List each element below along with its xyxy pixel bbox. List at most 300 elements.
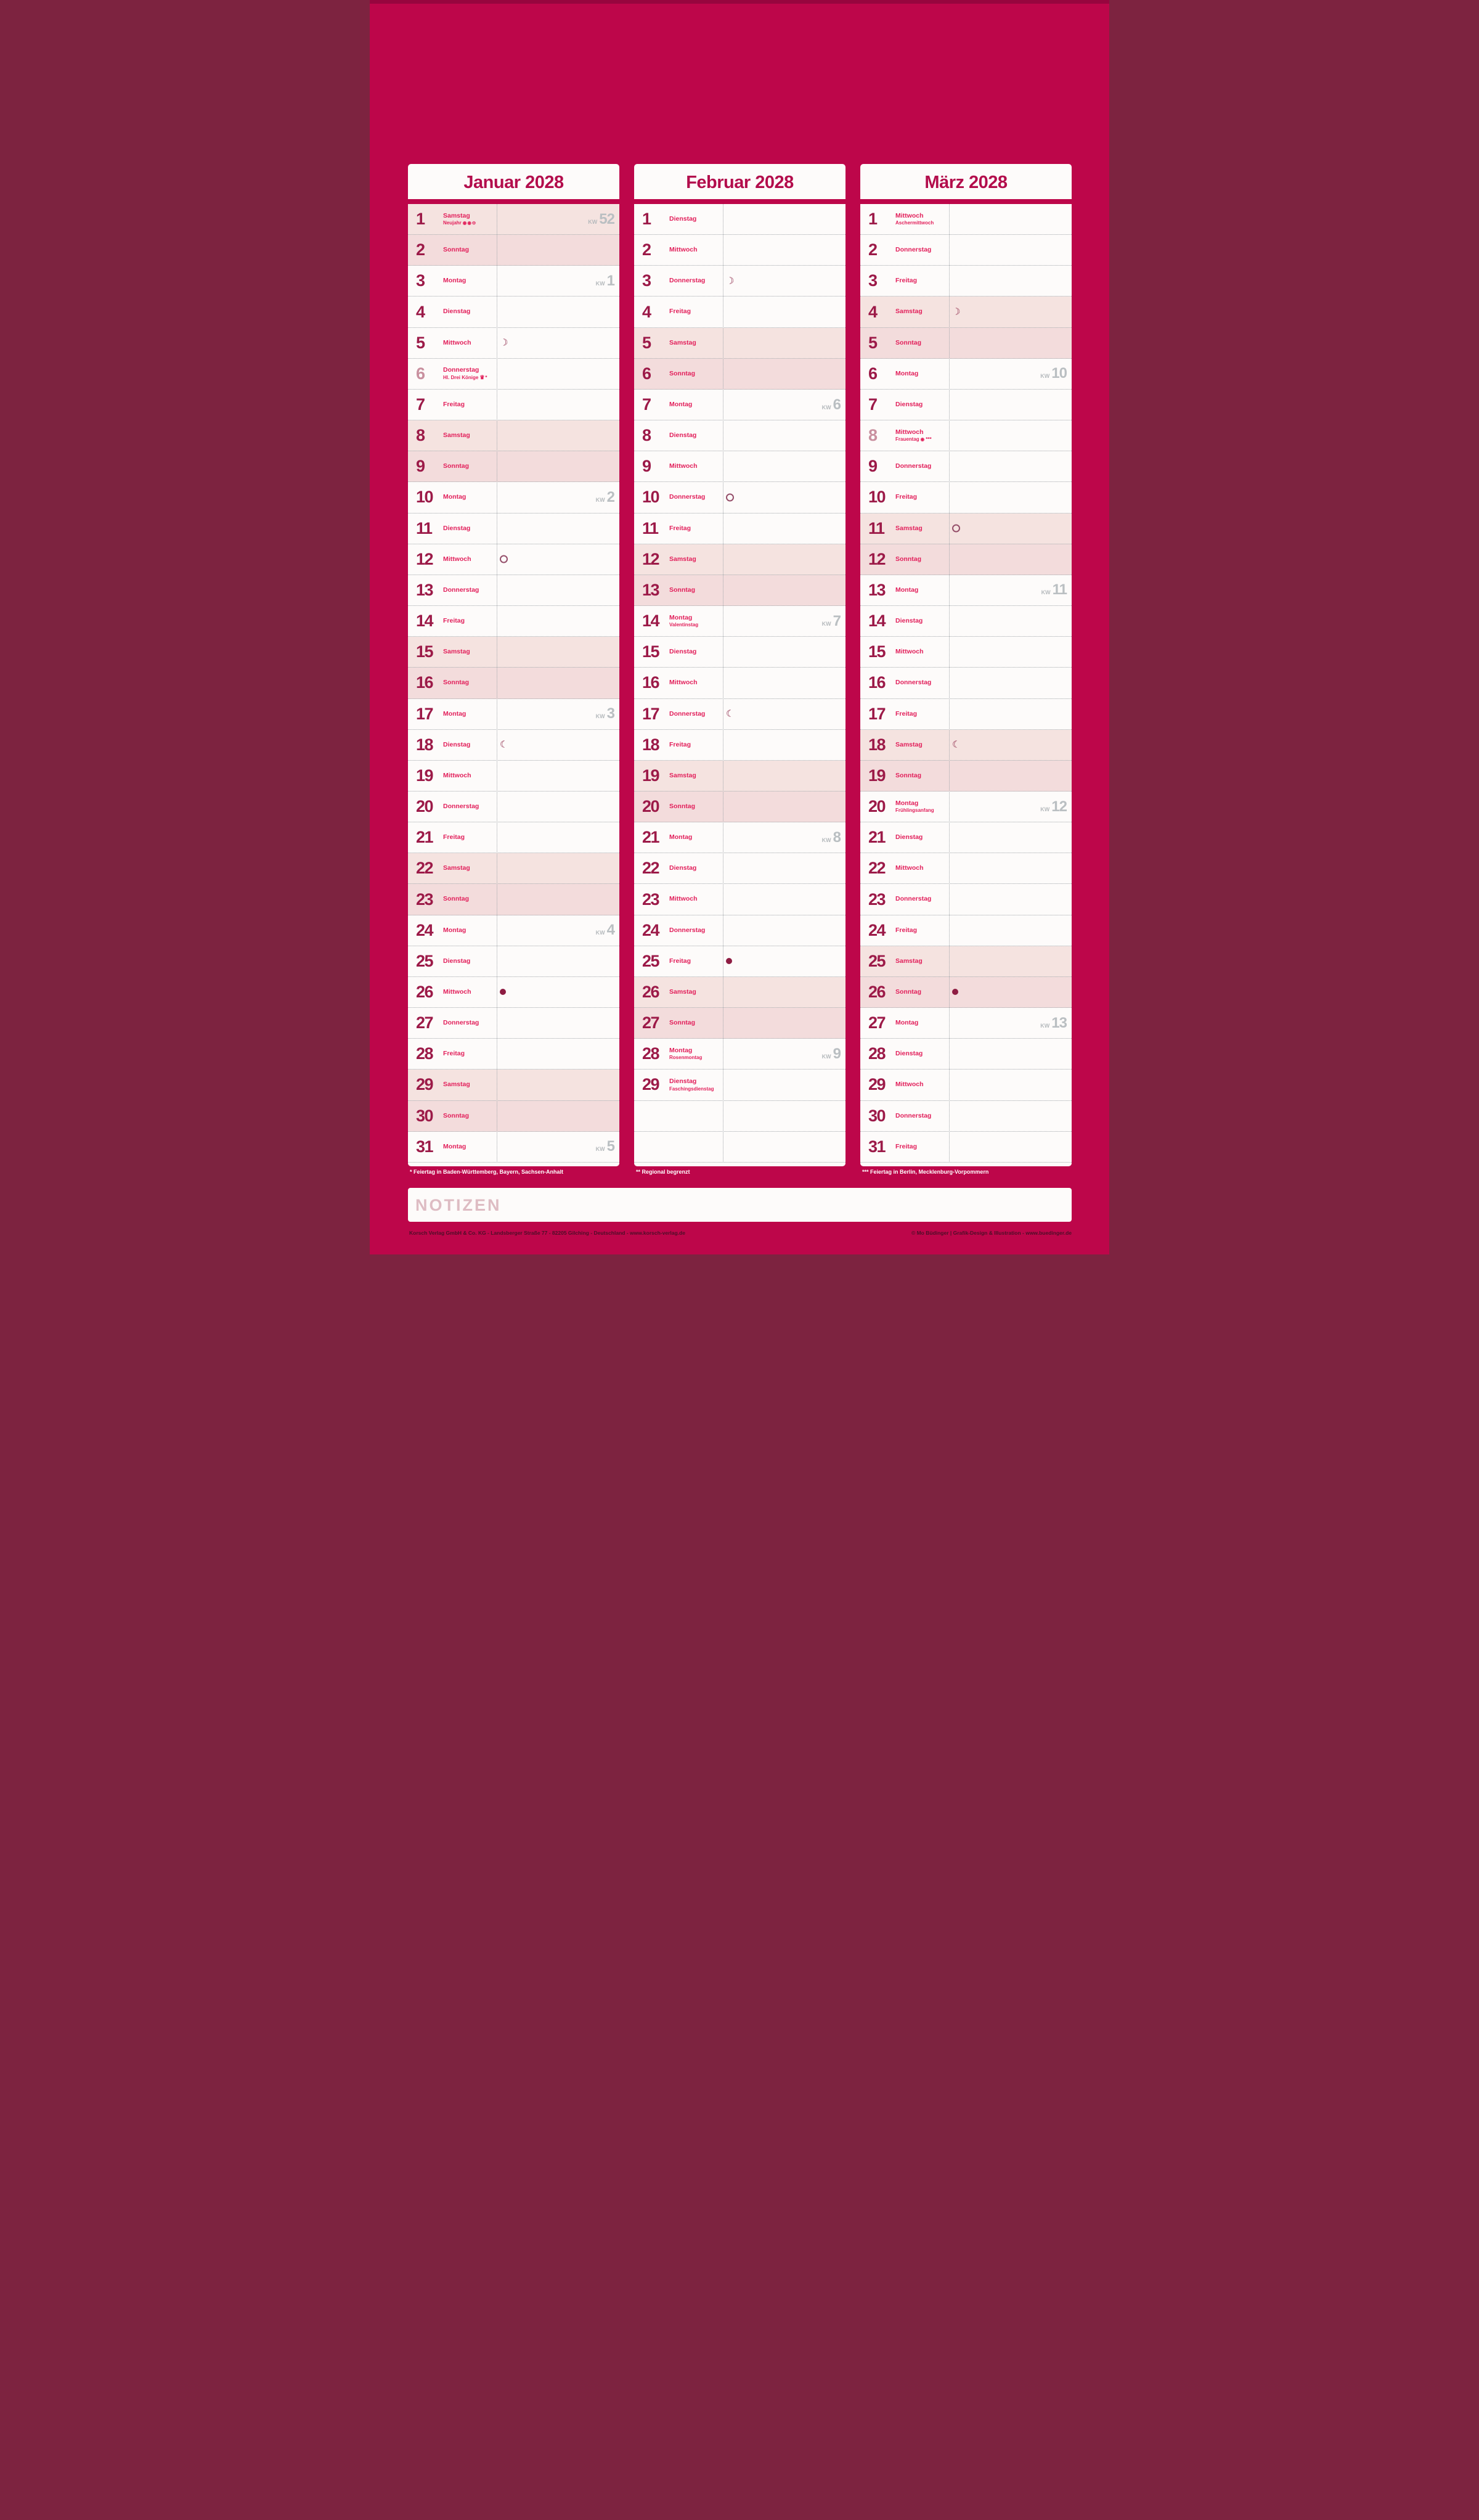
- day-row: [860, 328, 1072, 359]
- kw-label: KW: [821, 1053, 831, 1060]
- weekday-label: Sonntag: [895, 771, 921, 779]
- day-number: 31: [868, 1137, 886, 1156]
- day-number: 21: [642, 828, 659, 847]
- day-row: [860, 1132, 1072, 1163]
- day-number: 27: [416, 1013, 433, 1033]
- day-labels: [443, 493, 466, 501]
- weekday-label: Montag: [443, 926, 467, 934]
- footnote: * Feiertag in Baden-Württemberg, Bayern, Sachsen-Anhalt: [410, 1169, 564, 1175]
- day-labels: [443, 462, 469, 470]
- day-labels: [669, 1078, 714, 1092]
- calendar-week-badge: [596, 1138, 614, 1155]
- calendar-week-badge: [1040, 365, 1067, 382]
- weekday-label: Dienstag: [443, 524, 471, 532]
- day-row: [860, 390, 1072, 420]
- weekday-label: Montag: [443, 1142, 467, 1150]
- kw-label: KW: [595, 496, 605, 503]
- day-labels: [669, 864, 696, 872]
- day-row: [634, 482, 845, 513]
- weekday-label: Dienstag: [443, 740, 471, 748]
- weekday-label: Freitag: [895, 277, 918, 285]
- weekday-label: Donnerstag: [669, 493, 706, 501]
- weekday-label: Samstag: [443, 648, 470, 656]
- kw-label: KW: [595, 280, 605, 287]
- kw-number: 52: [599, 210, 614, 227]
- kw-label: KW: [821, 620, 831, 627]
- kw-label: KW: [595, 713, 605, 720]
- day-number: 28: [868, 1044, 886, 1063]
- weekday-label: Montag: [895, 1019, 919, 1027]
- day-number: 21: [416, 828, 433, 847]
- day-number: 9: [868, 457, 877, 476]
- day-labels: [895, 462, 931, 470]
- weekday-label: Mittwoch: [895, 1081, 924, 1089]
- day-number: 25: [642, 951, 659, 970]
- day-number: 13: [416, 580, 433, 599]
- day-labels: [443, 927, 466, 935]
- calendar-week-badge: [1040, 798, 1067, 816]
- day-labels: [443, 772, 471, 780]
- weekday-label: Mittwoch: [895, 864, 924, 872]
- day-labels: [669, 1019, 695, 1027]
- month-panel: [860, 164, 1072, 1166]
- day-number: 15: [416, 642, 433, 661]
- day-labels: [669, 614, 698, 628]
- day-number: 14: [642, 612, 659, 631]
- day-number: 3: [416, 271, 425, 290]
- weekday-label: Dienstag: [669, 215, 697, 223]
- day-labels: [443, 401, 465, 409]
- holiday-label: Valentinstag: [669, 622, 699, 628]
- day-labels: [669, 679, 698, 687]
- weekday-label: Sonntag: [895, 988, 921, 996]
- day-labels: [443, 833, 465, 841]
- moon-waxing-icon: ☽: [500, 337, 508, 348]
- day-row: [634, 1070, 845, 1100]
- day-number: 5: [416, 333, 425, 352]
- day-labels: [895, 927, 917, 935]
- day-labels: [669, 555, 696, 563]
- day-row: [634, 575, 845, 606]
- day-number: 31: [416, 1137, 433, 1156]
- calendar-week-badge: [588, 211, 614, 228]
- kw-label: KW: [595, 930, 605, 936]
- weekday-label: Donnerstag: [895, 895, 932, 903]
- weekday-label: Dienstag: [443, 308, 471, 316]
- day-labels: [669, 772, 696, 780]
- day-labels: [895, 988, 921, 996]
- day-labels: [443, 366, 487, 381]
- weekday-label: Montag: [669, 833, 693, 841]
- month-divider-bar: [860, 199, 1072, 204]
- kw-number: 13: [1051, 1014, 1067, 1031]
- weekday-label: Sonntag: [443, 246, 469, 254]
- moon-waning-icon: ☾: [500, 739, 508, 750]
- day-number: 26: [642, 982, 659, 1001]
- weekday-label: Sonntag: [443, 1111, 469, 1119]
- day-labels: [895, 277, 917, 285]
- notes-column-separator: [949, 204, 950, 1163]
- day-row: [408, 884, 619, 915]
- day-row: [860, 1101, 1072, 1132]
- day-number: 1: [642, 210, 651, 229]
- day-number: 28: [642, 1044, 659, 1063]
- day-labels: [669, 957, 691, 965]
- weekday-label: Donnerstag: [669, 926, 706, 934]
- day-number: 18: [868, 735, 886, 754]
- day-labels: [669, 586, 695, 594]
- day-number: 5: [868, 333, 877, 352]
- day-number: 25: [868, 951, 886, 970]
- weekday-label: Samstag: [443, 432, 470, 440]
- day-labels: [669, 493, 705, 501]
- day-row: [408, 637, 619, 668]
- day-labels: [443, 988, 471, 996]
- day-number: 7: [642, 395, 651, 414]
- weekday-label: Sonntag: [443, 462, 469, 470]
- weekday-label: Donnerstag: [895, 246, 932, 254]
- month-panel: [634, 164, 845, 1166]
- moon-waxing-icon: ☽: [726, 276, 735, 287]
- day-number: 17: [642, 704, 659, 723]
- designer-imprint: © Mo Büdinger | Grafik-Design & Illustration - www.buedinger.de: [911, 1230, 1072, 1236]
- day-labels: [443, 339, 471, 347]
- weekday-label: Sonntag: [669, 586, 695, 594]
- weekday-label: Samstag: [895, 957, 923, 965]
- footnotes-row: [408, 1169, 1072, 1175]
- day-number: 6: [642, 364, 651, 383]
- weekday-label: Samstag: [895, 308, 923, 316]
- kw-label: KW: [1040, 373, 1050, 380]
- day-row: [408, 513, 619, 544]
- kw-number: 9: [833, 1045, 841, 1062]
- day-number: 26: [416, 982, 433, 1001]
- day-labels: [443, 212, 476, 226]
- weekday-label: Freitag: [895, 493, 918, 501]
- weekday-label: Dienstag: [895, 833, 923, 841]
- day-labels: [443, 277, 466, 285]
- day-row: [860, 637, 1072, 668]
- day-number: 11: [642, 518, 658, 538]
- day-number: 30: [416, 1106, 433, 1125]
- calendar-week-badge: [596, 922, 614, 939]
- weekday-label: Freitag: [669, 308, 691, 316]
- day-labels: [443, 432, 470, 440]
- day-number: 27: [868, 1013, 886, 1033]
- day-labels: [443, 710, 466, 718]
- day-row: [634, 853, 845, 884]
- weekday-label: Montag: [895, 799, 919, 807]
- day-number: 11: [416, 518, 432, 538]
- holiday-label: Faschingsdienstag: [669, 1086, 714, 1092]
- day-labels: [669, 462, 698, 470]
- day-labels: [443, 741, 470, 749]
- day-number: 19: [416, 766, 433, 785]
- kw-label: KW: [1040, 806, 1050, 812]
- day-labels: [895, 833, 923, 841]
- weekday-label: Mittwoch: [669, 462, 698, 470]
- day-number: 24: [868, 920, 886, 939]
- weekday-label: Sonntag: [895, 338, 921, 346]
- weekday-label: Dienstag: [669, 864, 697, 872]
- day-row: [408, 204, 619, 235]
- day-labels: [895, 1143, 917, 1151]
- day-labels: [895, 772, 921, 780]
- weekday-label: Mittwoch: [895, 648, 924, 656]
- day-row: [860, 977, 1072, 1008]
- day-row: [860, 266, 1072, 297]
- day-row: [634, 1039, 845, 1070]
- calendar-week-badge: [822, 396, 841, 414]
- day-number: 3: [642, 271, 651, 290]
- day-number: 1: [416, 210, 425, 229]
- day-row: [634, 637, 845, 668]
- weekday-label: Freitag: [895, 926, 918, 934]
- day-row: [408, 1008, 619, 1039]
- kw-number: 10: [1051, 365, 1067, 382]
- day-row: [408, 606, 619, 637]
- weekday-label: Donnerstag: [443, 366, 479, 374]
- day-labels: [443, 1019, 479, 1027]
- weekday-label: Dienstag: [895, 617, 923, 625]
- moon-new-icon: [500, 989, 506, 995]
- day-row: [634, 204, 845, 235]
- day-number: 17: [416, 704, 433, 723]
- kw-number: 11: [1052, 581, 1067, 599]
- kw-label: KW: [588, 218, 598, 225]
- weekday-label: Freitag: [443, 617, 465, 625]
- month-title: Februar 2028: [686, 173, 794, 192]
- notes-box: [408, 1188, 1072, 1222]
- day-row: [634, 1008, 845, 1039]
- weekday-label: Mittwoch: [669, 679, 698, 687]
- weekday-label: Montag: [443, 277, 467, 285]
- weekday-label: Montag: [669, 1047, 693, 1055]
- day-number: 18: [416, 735, 433, 754]
- day-row: [860, 730, 1072, 761]
- day-number: 21: [868, 828, 886, 847]
- day-row: [634, 328, 845, 359]
- day-number: 5: [642, 333, 651, 352]
- weekday-label: Freitag: [443, 1050, 465, 1058]
- day-number: 27: [642, 1013, 659, 1033]
- day-row: [408, 328, 619, 359]
- day-number: 14: [868, 612, 886, 631]
- day-number: 12: [416, 549, 433, 568]
- day-number: 4: [642, 302, 651, 321]
- day-row: [634, 235, 845, 266]
- day-labels: [443, 1143, 466, 1151]
- weekday-label: Donnerstag: [443, 1019, 479, 1027]
- bottom-edge-strip: [370, 1254, 1109, 1260]
- weekday-label: Dienstag: [669, 432, 697, 440]
- day-number: 13: [642, 580, 659, 599]
- day-number: 7: [868, 395, 877, 414]
- day-row: [408, 482, 619, 513]
- day-labels: [669, 1047, 702, 1061]
- weekday-label: Samstag: [443, 212, 470, 220]
- day-labels: [443, 679, 469, 687]
- month-divider-bar: [408, 199, 619, 204]
- day-row: [860, 575, 1072, 606]
- day-row: [408, 915, 619, 946]
- day-labels: [443, 308, 470, 316]
- day-labels: [443, 803, 479, 811]
- day-row: [408, 792, 619, 822]
- day-labels: [669, 339, 696, 347]
- kw-label: KW: [821, 404, 831, 411]
- day-labels: [669, 215, 696, 223]
- circled-dot-icon: ◉: [920, 436, 926, 443]
- day-row: [634, 699, 845, 730]
- day-labels: [669, 648, 696, 656]
- calendar-page: [370, 0, 1109, 1260]
- day-labels: [895, 212, 934, 226]
- calendar-week-badge: [822, 829, 841, 846]
- day-row: [408, 544, 619, 575]
- month-title: März 2028: [924, 173, 1008, 192]
- day-row: [860, 1008, 1072, 1039]
- day-number: 10: [868, 488, 886, 507]
- day-row: [408, 822, 619, 853]
- holiday-label: Frühlingsanfang: [895, 808, 934, 814]
- footnote: *** Feiertag in Berlin, Mecklenburg-Vorpommern: [862, 1169, 989, 1175]
- day-number: 6: [868, 364, 877, 383]
- day-number: 8: [868, 426, 877, 445]
- day-labels: [895, 428, 932, 443]
- day-labels: [443, 648, 470, 656]
- day-labels: [669, 525, 691, 533]
- weekday-label: Freitag: [443, 833, 465, 841]
- day-labels: [443, 525, 470, 533]
- day-row: [408, 853, 619, 884]
- moon-full-icon: [726, 493, 734, 501]
- day-number: 12: [868, 549, 886, 568]
- month-days: [634, 204, 845, 1163]
- day-row: [860, 513, 1072, 544]
- day-labels: [895, 401, 923, 409]
- day-number: 26: [868, 982, 886, 1001]
- day-number: 10: [416, 488, 433, 507]
- day-labels: [669, 988, 696, 996]
- day-number: 4: [868, 302, 877, 321]
- crown-icon: ♛: [479, 374, 485, 381]
- day-row: [408, 235, 619, 266]
- empty-row: [634, 1132, 845, 1163]
- kw-number: 6: [833, 396, 841, 413]
- day-number: 12: [642, 549, 659, 568]
- day-number: 30: [868, 1106, 886, 1125]
- day-row: [408, 1132, 619, 1163]
- weekday-label: Sonntag: [895, 555, 921, 563]
- kw-number: 1: [606, 272, 614, 289]
- kw-number: 7: [833, 612, 841, 629]
- day-row: [408, 420, 619, 451]
- footnote-marker: ***: [926, 436, 932, 443]
- day-labels: [443, 864, 470, 872]
- day-labels: [895, 710, 917, 718]
- day-labels: [669, 833, 692, 841]
- day-labels: [669, 277, 705, 285]
- weekday-label: Donnerstag: [895, 679, 932, 687]
- day-number: 9: [416, 457, 425, 476]
- day-row: [860, 822, 1072, 853]
- day-row: [634, 297, 845, 327]
- day-labels: [895, 1050, 923, 1058]
- day-row: [408, 359, 619, 390]
- day-number: 2: [642, 240, 651, 260]
- day-number: 8: [642, 426, 651, 445]
- day-number: 8: [416, 426, 425, 445]
- weekday-label: Montag: [895, 586, 919, 594]
- day-labels: [895, 555, 921, 563]
- day-labels: [895, 1112, 931, 1120]
- day-labels: [895, 1019, 918, 1027]
- day-number: 18: [642, 735, 659, 754]
- day-row: [634, 668, 845, 698]
- day-labels: [895, 1081, 924, 1089]
- empty-row: [634, 1101, 845, 1132]
- day-labels: [443, 555, 471, 563]
- day-number: 1: [868, 210, 877, 229]
- day-labels: [669, 803, 695, 811]
- day-labels: [895, 864, 924, 872]
- weekday-label: Mittwoch: [669, 246, 698, 254]
- day-row: [860, 544, 1072, 575]
- day-row: [860, 482, 1072, 513]
- day-labels: [895, 800, 934, 814]
- day-number: 15: [642, 642, 659, 661]
- weekday-label: Sonntag: [443, 679, 469, 687]
- day-row: [408, 699, 619, 730]
- day-row: [634, 946, 845, 977]
- day-labels: [895, 648, 924, 656]
- day-row: [408, 390, 619, 420]
- weekday-label: Donnerstag: [443, 802, 479, 810]
- kw-number: 5: [606, 1138, 614, 1155]
- months-row: [408, 164, 1072, 1166]
- weekday-label: Freitag: [669, 524, 691, 532]
- weekday-label: Dienstag: [895, 400, 923, 408]
- kw-number: 12: [1051, 798, 1067, 815]
- day-row: [860, 297, 1072, 327]
- day-number: 19: [642, 766, 659, 785]
- day-labels: [895, 308, 923, 316]
- day-number: 20: [868, 797, 886, 816]
- weekday-label: Sonntag: [669, 1019, 695, 1027]
- publisher-imprint: Korsch Verlag GmbH & Co. KG - Landsberger Straße 77 - 82205 Gilching - Deutschland - www.korsch-verlag.de: [409, 1230, 685, 1236]
- kw-number: 4: [606, 922, 614, 939]
- weekday-label: Montag: [443, 493, 467, 501]
- day-number: 15: [868, 642, 886, 661]
- day-number: 16: [642, 673, 659, 692]
- holiday-label: Frauentag ◉***: [895, 436, 932, 443]
- day-row: [634, 266, 845, 297]
- weekday-label: Dienstag: [895, 1050, 923, 1058]
- day-labels: [669, 895, 698, 903]
- day-row: [408, 451, 619, 482]
- weekday-label: Freitag: [669, 740, 691, 748]
- day-row: [860, 235, 1072, 266]
- day-row: [634, 513, 845, 544]
- calendar-week-badge: [822, 613, 841, 630]
- day-number: 7: [416, 395, 425, 414]
- day-row: [634, 606, 845, 637]
- kw-number: 3: [606, 705, 614, 722]
- notes-title: NOTIZEN: [415, 1196, 502, 1214]
- month-title: Januar 2028: [463, 173, 564, 192]
- day-row: [634, 420, 845, 451]
